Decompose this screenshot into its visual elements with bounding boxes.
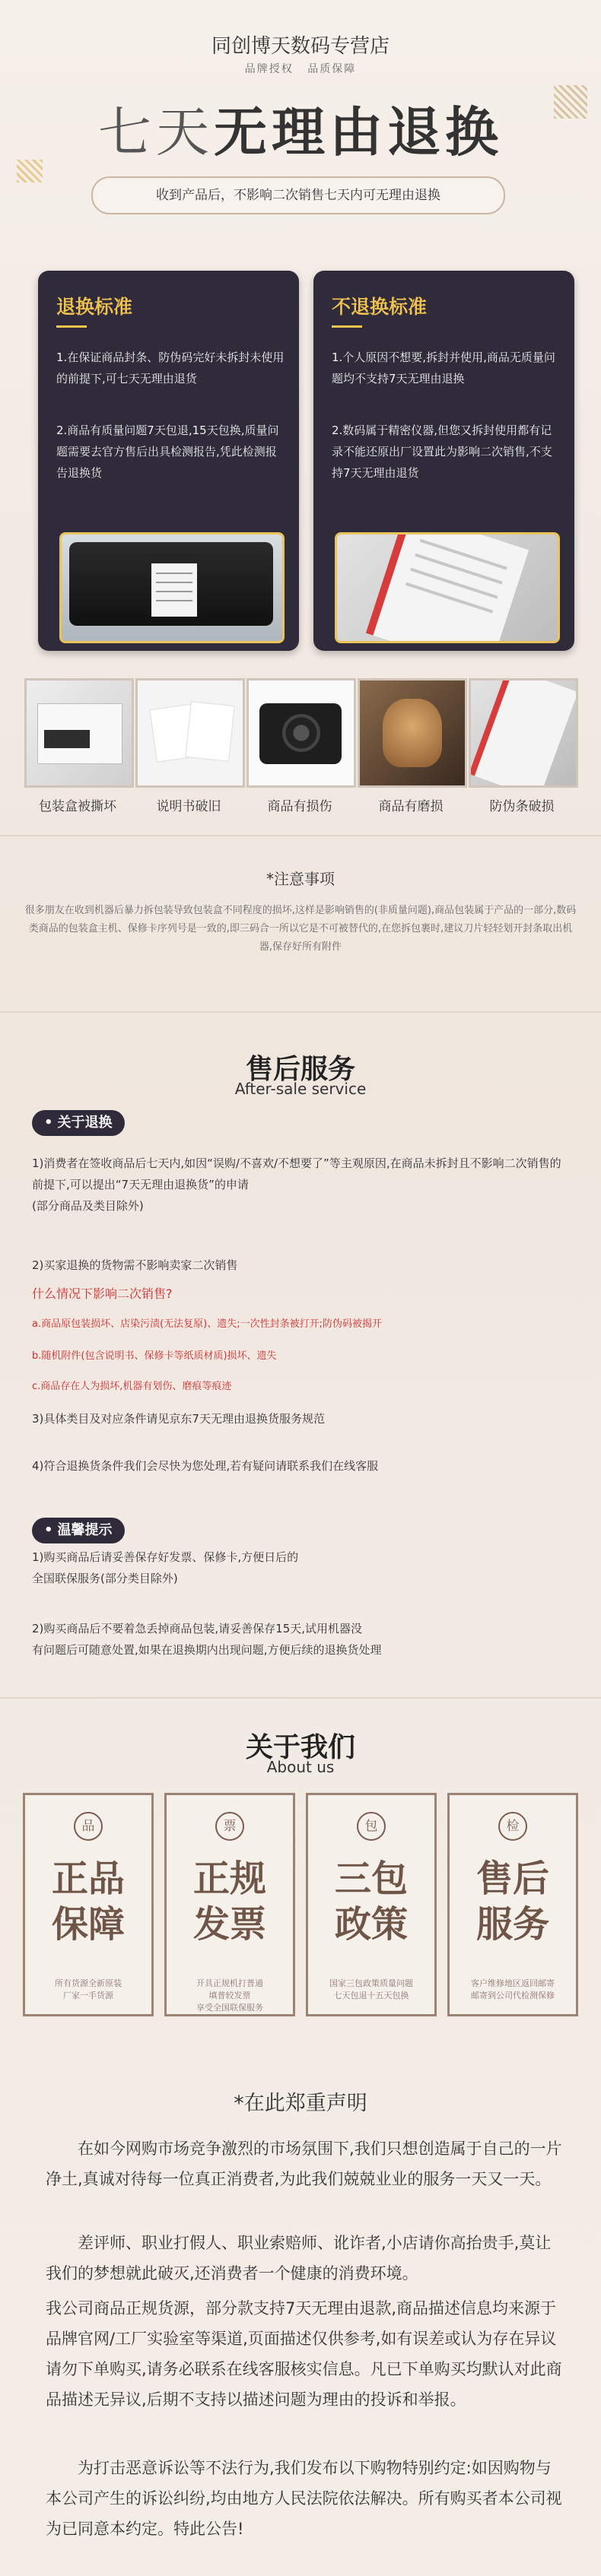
subtitle-pill: 收到产品后，不影响二次销售七天内可无理由退换 [91,176,505,214]
card-item: 1.个人原因不想要,拆封并使用,商品无质量问题均不支持7天无理由退换 [332,351,555,385]
title-bold: 无理由退换 [214,101,503,163]
divider [0,1697,601,1699]
camera-box-image [24,678,134,788]
return-standard-card [38,271,299,651]
notice-title: *注意事项 [266,870,335,888]
tip-item: 2)购买商品后不要着急丢掉商品包装,请妥善保存15天,试用机器没 有问题后可随意处置,如果在退换期内出现问题,方便后续的退换货处理 [32,1622,382,1657]
divider [0,1011,601,1013]
return-item: 4)符合退换货条件我们会尽快为您处理,若有疑问请联系我们在线客服 [32,1459,379,1473]
camera-seal-image [59,532,285,643]
store-motto [0,61,601,76]
declaration-title: *在此郑重声明 [234,2092,367,2115]
motto-item: 品质保障 [307,63,357,75]
camera-image [246,678,356,788]
thumbnail-label: 商品有损伤 [267,799,332,814]
no-return-standard-card [313,271,574,651]
motto-item: 品牌授权 [244,63,294,75]
title-light: 七天 [98,101,214,163]
tips-pill: • 温馨提示 [32,1518,125,1543]
store-name: 同创博天数码专营店 [211,35,390,58]
card-item: 2.商品有质量问题7天包退,15天包换,质量问题需要去官方售后出具检测报告,凭此检测报告退换货 [56,424,279,480]
return-item: 2)买家退换的货物需不影响卖家二次销售 [32,1258,238,1272]
after-sales-subtitle: After-sale service [234,1080,367,1098]
thumbnail-label: 商品有磨损 [378,799,444,814]
about-card-genuine [23,1793,154,2016]
return-item: 1)消费者在签收商品后七天内,如因“误购/不喜欢/不想要了”等主观原因,在商品未拆封且不影响二次销售的前提下,可以提出“7天无理由退换货”的申请 (部分商品及类目除外) [32,1156,561,1213]
badge-icon: 票 [215,1812,244,1841]
about-card-text: 开具正规机打普通 填普较发票 享受全国联保服务 [196,1978,263,2013]
thumbnail-label: 包装盒被撕坏 [39,799,116,814]
header [0,0,601,84]
declaration-paragraph: 为打击恶意诉讼等不法行为,我们发布以下购物特别约定:如因购物与本公司产生的诉讼纠纷,均由地方人民法院依法解决。所有购买者本公司视为已同意本约定。特此公告! [46,2459,562,2538]
about-subtitle: About us [266,1758,335,1776]
about-card-text: 国家三包政策质量问题 七天包退十五天包换 [329,1978,413,2000]
return-pill: • 关于退换 [32,1110,125,1136]
notice-body: 很多朋友在收到机器后暴力拆包装导致包装盒不同程度的损坏,这样是影响销售的(非质量问题),商品包装属于产品的一部分,数码类商品的包装盒主机、保修卡序列号是一致的,即三码合一所以它是不可被替代的,在您拆包裹时,建议刀片轻轻划开封条取出机器,保存好所有附件 [24,905,577,953]
declaration-paragraph: 在如今网购市场竞争激烈的市场氛围下,我们只想创造属于自己的一片净土,真诚对待每一位真正消费者,为此我们兢兢业业的服务一天又一天。 [46,2140,562,2188]
red-item: c.商品存在人为损坏,机器有划伤、磨痕等痕迹 [32,1381,232,1392]
box-seal-image [335,532,560,643]
red-item: a.商品原包装损坏、店染污渍(无法复原)、遗失;一次性封条被打开;防伪码被揭开 [32,1318,383,1330]
about-card-text: 客户维修地区返回邮寄 邮寄到公司代检测保修 [471,1978,555,2000]
seal-image [469,678,578,788]
stripe-decoration [17,160,43,182]
declaration-paragraph: 差评师、职业打假人、职业索赔师、讹诈者,小店请你高抬贵手,莫让我们的梦想就此破灭,还消费者一个健康的消费环境。 [46,2234,552,2283]
card-item: 1.在保证商品封条、防伪码完好未拆封未使用的前提下,可七天无理由退货 [56,351,285,385]
after-sales-title: 售后服务 [245,1054,355,1085]
page-title [0,90,601,167]
red-item: b.随机附件(包含说明书、保修卡等纸质材质)损坏、遗失 [32,1350,277,1362]
about-card-service [447,1793,578,2016]
badge-icon: 品 [74,1812,103,1841]
about-card-invoice [164,1793,295,2016]
about-card-heading: 三包 政策 [334,1857,408,1946]
question-text: 什么情况下影响二次销售? [32,1286,173,1301]
about-title: 关于我们 [245,1732,355,1763]
thumbnail-label: 防伪条破损 [489,799,555,814]
title-underline [332,325,362,328]
about-card-heading: 售后 服务 [475,1857,549,1946]
declaration-paragraph: 我公司商品正规货源，部分款支持7天无理由退款,商品描述信息均来源于品牌官网/工厂实验室等渠道,页面描述仅供参考,如有误差或认为存在异议请勿下单购买,请务必联系在线客服核实信息。凡已下单购买均默认对此商品描述无异议,后期不支持以描述问题为理由的投诉和举报。 [46,2299,562,2409]
card-item: 2.数码属于精密仪器,但您又拆封使用都有记录不能还原出厂设置此为影响二次销售,不支持7天无理由退货 [332,424,552,480]
divider [0,835,601,836]
return-item: 3)具体类目及对应条件请见京东7天无理由退换货服务规范 [32,1412,325,1426]
about-card-heading: 正品 保障 [51,1857,125,1946]
about-card-text: 所有货源全新原装 厂家一手货源 [55,1978,122,2000]
badge-icon: 包 [357,1812,386,1841]
thumbnail-label: 说明书破旧 [156,799,221,814]
about-card-heading: 正规 发票 [192,1857,266,1946]
about-card-warranty [306,1793,437,2016]
card-title: 退换标准 [56,296,133,318]
title-underline [56,325,87,328]
badge-icon: 检 [498,1812,527,1841]
cat-photo-image [358,678,467,788]
tip-item: 1)购买商品后请妥善保存好发票、保修卡,方便日后的 全国联保服务(部分类目除外) [32,1550,299,1585]
manual-image [135,678,245,788]
card-title: 不退换标准 [332,296,428,318]
